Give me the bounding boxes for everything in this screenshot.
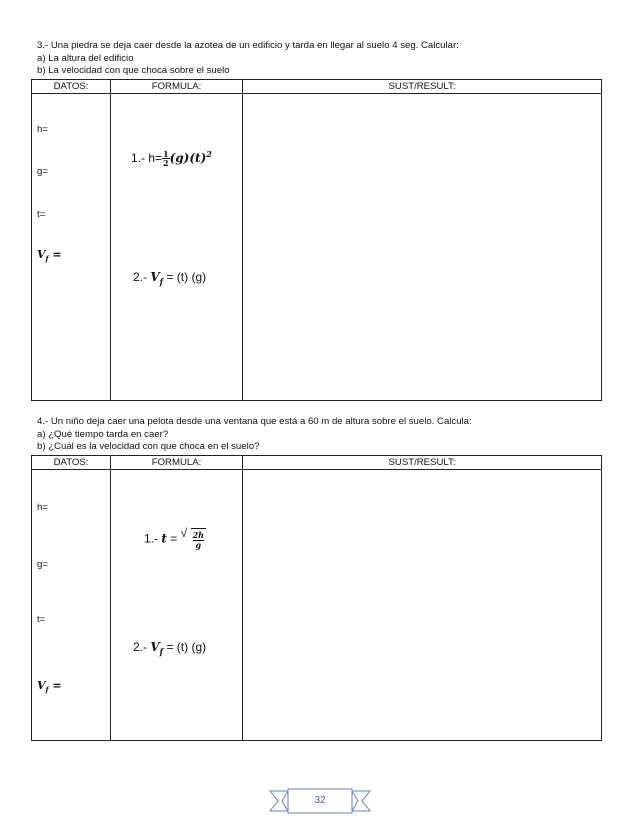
sust-result-cell[interactable] — [243, 94, 602, 401]
label-h: h= — [37, 502, 48, 513]
formula-time: 1.- t = √ $\frac{2h}{g}$ — [144, 526, 204, 550]
worksheet-table-2 — [31, 455, 602, 741]
header-sust-result: SUST/RESULT: — [243, 456, 602, 470]
header-sust-result: SUST/RESULT: — [243, 80, 602, 94]
label-vf: $V_f$ = — [37, 679, 62, 695]
problem-4-part-b: b) ¿Cuál es la velocidad con que choca en el suelo? — [37, 441, 260, 452]
formula-height: 1.- h= $\frac{1}{2}$ $(g)(t)^2$ — [131, 149, 212, 169]
label-vf: $V_f$ = — [37, 248, 62, 264]
datos-cell[interactable] — [32, 94, 111, 401]
problem-4-part-a: a) ¿Qué tiempo tarda en caer? — [37, 428, 169, 440]
formula-cell — [111, 470, 243, 741]
label-g: g= — [37, 559, 48, 570]
formula-velocity: 2.- $V_f = (t)$ (g) — [133, 270, 207, 287]
problem-3-statement — [37, 40, 459, 78]
header-formula: FORMULA: — [111, 456, 243, 470]
header-formula: FORMULA: — [111, 80, 243, 94]
sust-result-cell[interactable] — [243, 470, 602, 741]
datos-cell[interactable] — [32, 470, 111, 741]
label-t: t= — [37, 209, 46, 220]
header-datos: DATOS: — [32, 80, 111, 94]
header-datos: DATOS: — [32, 456, 111, 470]
page-number: 32 — [314, 795, 326, 806]
formula-velocity: 2.- $V_f = (t)$ (g) — [133, 640, 207, 657]
label-g: g= — [37, 166, 48, 177]
formula-cell — [111, 94, 243, 401]
problem-3-part-b: b) La velocidad con que choca sobre el suelo — [37, 65, 230, 76]
problem-3-part-a: a) La altura del edificio — [37, 52, 134, 64]
worksheet-table-1 — [31, 79, 602, 401]
label-t: t= — [37, 614, 46, 625]
problem-4-title: 4.- Un niño deja caer una pelota desde una ventana que está a 60 m de altura sobre el suelo. Calcula: — [37, 416, 472, 427]
problem-3-title: 3.- Una piedra se deja caer desde la azotea de un edificio y tarda en llegar al suelo 4 seg. Calcular: — [37, 40, 459, 51]
page-number-badge — [268, 788, 372, 814]
problem-4-statement — [37, 416, 472, 454]
label-h: h= — [37, 124, 48, 135]
